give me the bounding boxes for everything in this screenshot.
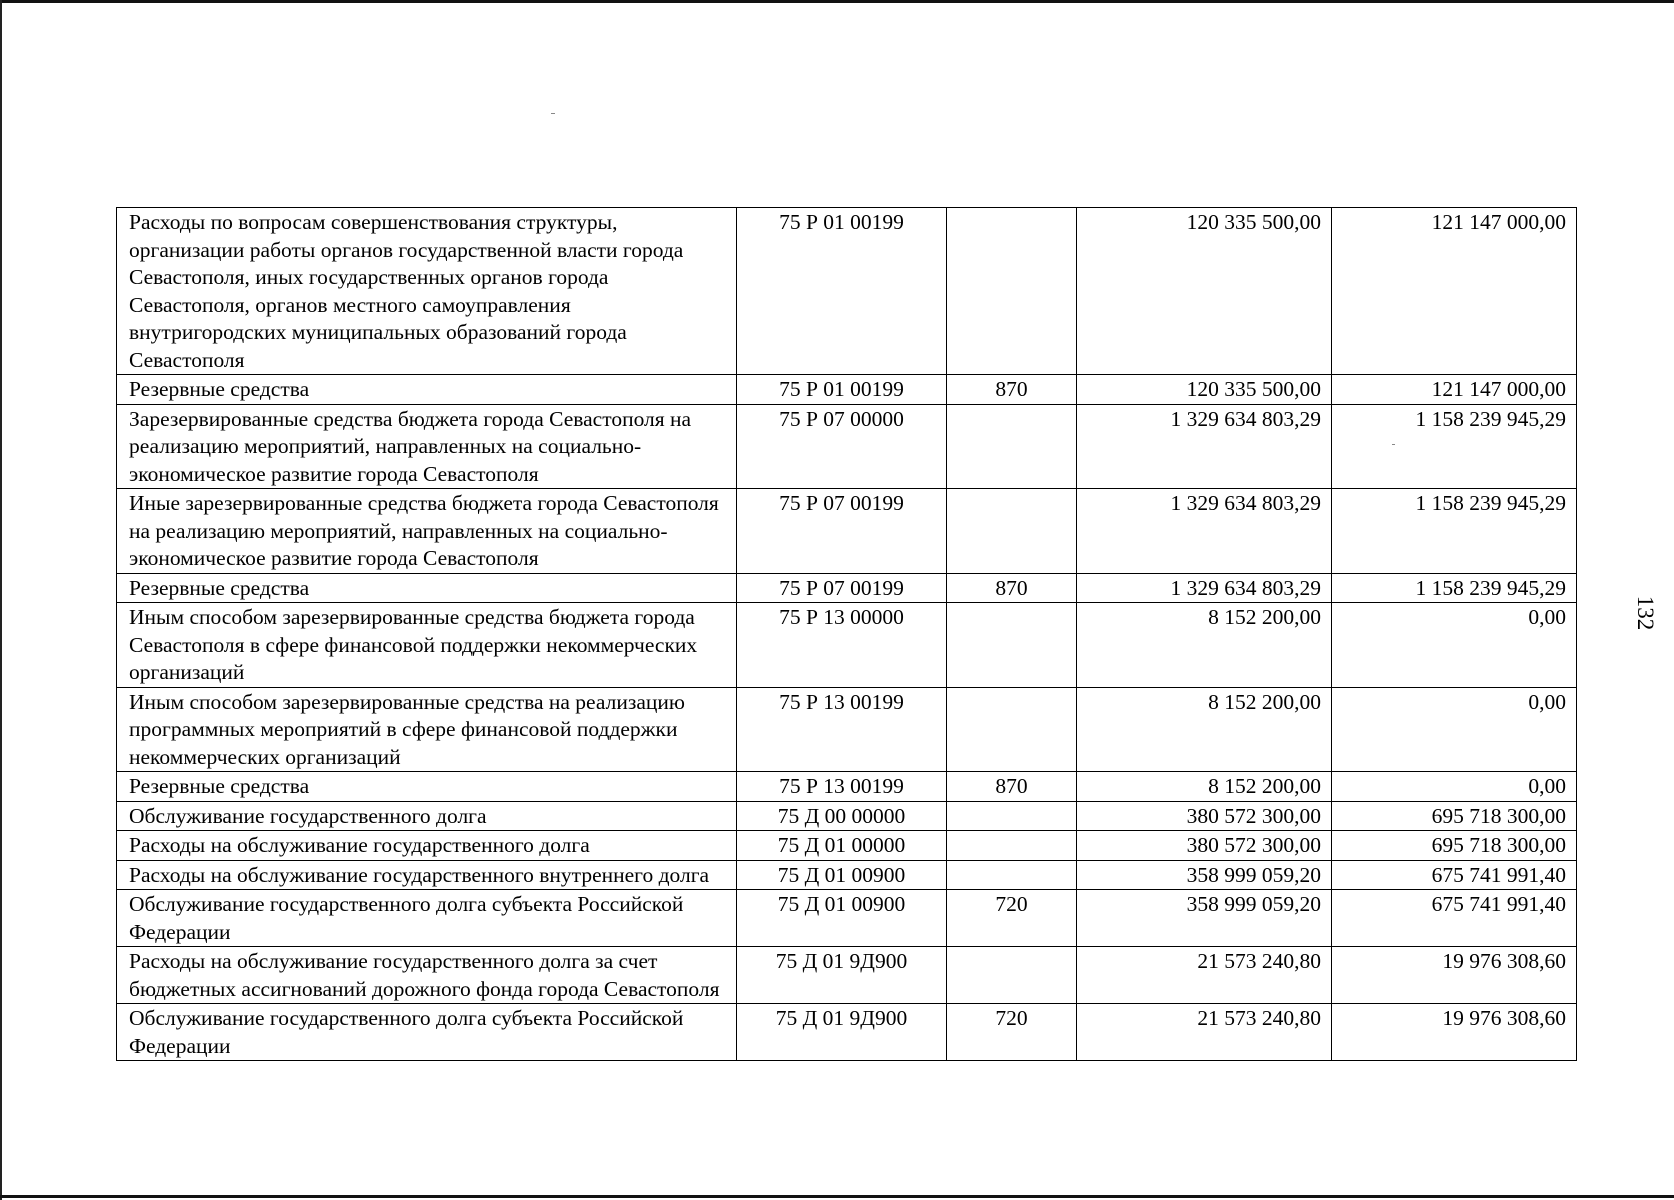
amount-year1-cell: 21 573 240,80: [1077, 1004, 1332, 1061]
amount-year1-cell: 1 329 634 803,29: [1077, 573, 1332, 603]
expense-name-cell: Резервные средства: [117, 375, 737, 405]
amount-year1-cell: 358 999 059,20: [1077, 860, 1332, 890]
scan-speck: [551, 113, 555, 114]
expense-name-cell: Расходы на обслуживание государственного долга: [117, 831, 737, 861]
amount-year2-cell: 1 158 239 945,29: [1332, 404, 1577, 489]
table-row: [117, 801, 1577, 831]
table-row: [117, 890, 1577, 947]
expense-name-cell: Обслуживание государственного долга субъекта Российской Федерации: [117, 1004, 737, 1061]
amount-year1-cell: 120 335 500,00: [1077, 375, 1332, 405]
expense-type-code-cell: [947, 489, 1077, 574]
amount-year1-cell: 358 999 059,20: [1077, 890, 1332, 947]
expense-name-cell: Резервные средства: [117, 573, 737, 603]
target-article-code-cell: 75 Д 01 9Д900: [737, 1004, 947, 1061]
scan-edge-left: [0, 0, 2, 1200]
target-article-code-cell: 75 Р 01 00199: [737, 208, 947, 375]
target-article-code-cell: 75 Д 01 00900: [737, 860, 947, 890]
amount-year2-cell: 121 147 000,00: [1332, 208, 1577, 375]
table-row: [117, 1004, 1577, 1061]
budget-table-body: [117, 208, 1577, 1061]
table-row: [117, 208, 1577, 375]
expense-type-code-cell: 870: [947, 375, 1077, 405]
table-row: [117, 375, 1577, 405]
table-row: [117, 831, 1577, 861]
table-row: [117, 860, 1577, 890]
amount-year2-cell: 1 158 239 945,29: [1332, 573, 1577, 603]
expense-name-cell: Иным способом зарезервированные средства на реализацию программных мероприятий в сфере финансовой поддержки некоммерческих организаций: [117, 687, 737, 772]
target-article-code-cell: 75 Р 13 00199: [737, 687, 947, 772]
amount-year2-cell: 675 741 991,40: [1332, 860, 1577, 890]
amount-year2-cell: 0,00: [1332, 603, 1577, 688]
amount-year1-cell: 120 335 500,00: [1077, 208, 1332, 375]
amount-year2-cell: 0,00: [1332, 687, 1577, 772]
amount-year2-cell: 1 158 239 945,29: [1332, 489, 1577, 574]
amount-year1-cell: 8 152 200,00: [1077, 603, 1332, 688]
table-row: [117, 404, 1577, 489]
amount-year1-cell: 380 572 300,00: [1077, 831, 1332, 861]
expense-name-cell: Обслуживание государственного долга: [117, 801, 737, 831]
amount-year1-cell: 1 329 634 803,29: [1077, 489, 1332, 574]
expense-name-cell: Расходы на обслуживание государственного внутреннего долга: [117, 860, 737, 890]
target-article-code-cell: 75 Р 13 00199: [737, 772, 947, 802]
amount-year1-cell: 8 152 200,00: [1077, 687, 1332, 772]
amount-year2-cell: 19 976 308,60: [1332, 1004, 1577, 1061]
expense-type-code-cell: [947, 947, 1077, 1004]
expense-type-code-cell: 870: [947, 772, 1077, 802]
target-article-code-cell: 75 Д 00 00000: [737, 801, 947, 831]
expense-name-cell: Обслуживание государственного долга субъекта Российской Федерации: [117, 890, 737, 947]
amount-year1-cell: 380 572 300,00: [1077, 801, 1332, 831]
expense-name-cell: Иным способом зарезервированные средства бюджета города Севастополя в сфере финансовой поддержки некоммерческих организаций: [117, 603, 737, 688]
expense-type-code-cell: [947, 687, 1077, 772]
target-article-code-cell: 75 Р 07 00199: [737, 573, 947, 603]
target-article-code-cell: 75 Р 07 00199: [737, 489, 947, 574]
table-row: [117, 947, 1577, 1004]
target-article-code-cell: 75 Р 07 00000: [737, 404, 947, 489]
expense-type-code-cell: 720: [947, 890, 1077, 947]
amount-year2-cell: 121 147 000,00: [1332, 375, 1577, 405]
expense-type-code-cell: 720: [947, 1004, 1077, 1061]
table-row: [117, 489, 1577, 574]
amount-year2-cell: 675 741 991,40: [1332, 890, 1577, 947]
expense-type-code-cell: [947, 860, 1077, 890]
budget-table: [116, 207, 1577, 1061]
table-row: [117, 687, 1577, 772]
scan-edge-top: [0, 0, 1674, 3]
expense-type-code-cell: [947, 404, 1077, 489]
amount-year2-cell: 695 718 300,00: [1332, 801, 1577, 831]
expense-type-code-cell: [947, 801, 1077, 831]
amount-year2-cell: 0,00: [1332, 772, 1577, 802]
target-article-code-cell: 75 Д 01 00900: [737, 890, 947, 947]
expense-type-code-cell: [947, 208, 1077, 375]
amount-year1-cell: 1 329 634 803,29: [1077, 404, 1332, 489]
expense-name-cell: Резервные средства: [117, 772, 737, 802]
table-row: [117, 603, 1577, 688]
scan-edge-bottom: [0, 1195, 1674, 1198]
target-article-code-cell: 75 Д 01 9Д900: [737, 947, 947, 1004]
page-number: 132: [1633, 595, 1658, 631]
expense-type-code-cell: [947, 831, 1077, 861]
expense-name-cell: Расходы на обслуживание государственного долга за счет бюджетных ассигнований дорожного фонда города Севастополя: [117, 947, 737, 1004]
amount-year2-cell: 19 976 308,60: [1332, 947, 1577, 1004]
table-row: [117, 573, 1577, 603]
table-row: [117, 772, 1577, 802]
amount-year1-cell: 8 152 200,00: [1077, 772, 1332, 802]
expense-name-cell: Иные зарезервированные средства бюджета города Севастополя на реализацию мероприятий, направленных на социально-экономическое развитие города Севастополя: [117, 489, 737, 574]
amount-year1-cell: 21 573 240,80: [1077, 947, 1332, 1004]
expense-name-cell: Зарезервированные средства бюджета города Севастополя на реализацию мероприятий, направленных на социально-экономическое развитие города Севастополя: [117, 404, 737, 489]
expense-type-code-cell: [947, 603, 1077, 688]
expense-name-cell: Расходы по вопросам совершенствования структуры, организации работы органов государственной власти города Севастополя, иных государственных органов города Севастополя, органов местного самоуправления внутригородских муниципальных образований города Севастополя: [117, 208, 737, 375]
target-article-code-cell: 75 Р 01 00199: [737, 375, 947, 405]
amount-year2-cell: 695 718 300,00: [1332, 831, 1577, 861]
expense-type-code-cell: 870: [947, 573, 1077, 603]
target-article-code-cell: 75 Д 01 00000: [737, 831, 947, 861]
target-article-code-cell: 75 Р 13 00000: [737, 603, 947, 688]
